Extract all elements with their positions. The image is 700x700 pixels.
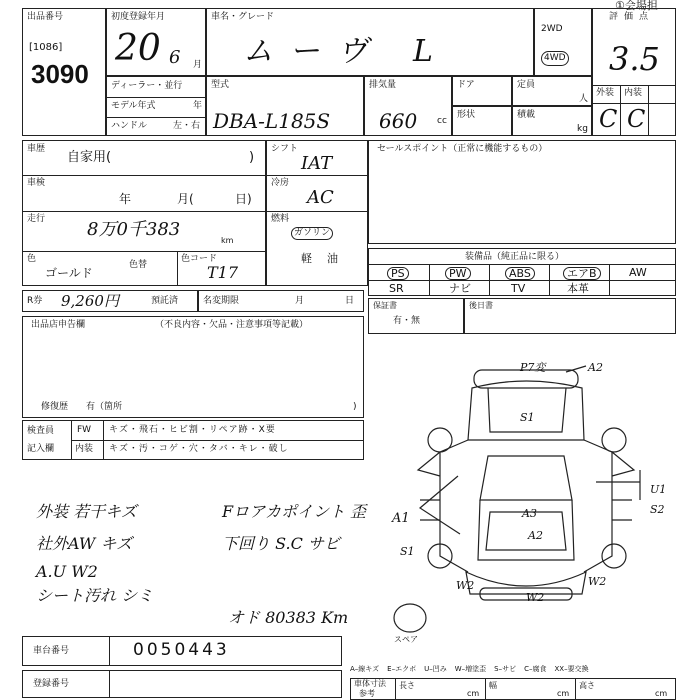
fuel-oil: 油 [327,252,338,265]
first-reg-month-unit: 月 [193,60,203,70]
dealer-label: ディーラー・並行 [111,81,183,91]
color-change: 色替 [129,260,148,270]
model-year-unit: 年 [193,101,203,111]
score-value: 3.5 [609,40,660,78]
recycle-value: 9,260円 [61,292,119,310]
model-code-label: 型式 [211,80,230,90]
seller-notes-label: 出品店申告欄 [31,320,86,330]
dims-width-unit: cm [557,689,570,698]
damage-legend [350,666,589,673]
seller-notes-sub: （不良内容・欠品・注意事項等記載） [155,320,309,330]
name-change-day: 日 [345,296,355,306]
inspection-month: 月( [177,192,194,206]
equip-aw: AW [629,266,647,279]
interior-items: キズ・汚・コゲ・穴・タバ・キレ・破し [109,444,289,454]
handle-options: 左・右 [173,121,201,131]
legend-u: U–凹み [424,665,447,673]
equip-sr: SR [389,282,404,295]
dims-label-1: 車体寸法 [354,679,386,688]
mileage-unit: km [221,236,234,245]
venue-code: [1086] [29,42,63,53]
int-label: 内装 [624,88,643,98]
note-under: 下回り S.C サビ [222,534,340,553]
mileage-label: 走行 [27,214,46,224]
note-au: A.U W2 [36,562,98,581]
sales-point-label: セールスポイント（正常に機能するもの） [377,144,548,154]
first-reg-year: 20 [115,28,161,69]
shift-label: シフト [271,144,299,154]
recycle-label: R券 [27,296,43,306]
note-seat: シート汚れ シミ [36,586,154,605]
fw-label: FW [77,425,92,435]
aircon-label: 冷房 [271,178,290,188]
note-aw: 社外AW キズ [36,534,133,553]
diag-s1-side: S1 [400,545,415,558]
color-value: ゴールド [45,266,93,280]
legend-a: A–線キズ [350,665,380,673]
car-name-label: 車名・グレード [211,12,275,22]
displacement-value: 660 [379,109,418,133]
inspection-year: 年 [119,192,132,206]
drive-4wd: 4WD [541,51,569,66]
inspection-day: 日) [235,192,252,206]
displacement-unit: cc [437,116,447,126]
recycle-deposit: 預託済 [151,296,179,306]
load-label: 積載 [517,110,536,120]
equip-navi: ナビ [449,282,471,295]
venue-inspector-fragment: ①会場担 [615,0,658,12]
diag-u1: U1 [650,483,667,496]
shift-value: IAT [301,153,333,174]
fw-items: キズ・飛石・ヒビ割・リペア跡・X要 [109,425,276,435]
diag-s1-roof: S1 [520,411,535,424]
equip-ps: PS [387,267,409,280]
ext-grade: C [599,105,618,133]
dims-width: 幅 [489,681,497,690]
fuel-label: 燃料 [271,214,290,224]
dims-height: 高さ [579,681,595,690]
color-code-value: T17 [207,263,239,282]
drive-2wd: 2WD [541,24,563,34]
legend-s: S–サビ [494,665,517,673]
diag-spare: スペア [394,635,418,644]
inspection-label: 車検 [27,178,46,188]
inspector-label-2: 記入欄 [27,444,55,454]
shape-label: 形状 [457,110,476,120]
name-change-label: 名変期限 [203,296,240,306]
history-close: ) [249,150,255,165]
chassis-number: 0050443 [133,640,230,660]
history-label: 車歴 [27,144,46,154]
equip-pw: PW [445,267,471,280]
equip-leather: 本革 [567,282,589,295]
equip-tv: TV [511,282,526,295]
interior-label: 内装 [75,444,94,454]
door-label: ドア [457,80,475,90]
dims-length-unit: cm [467,689,480,698]
warranty-value: 有・無 [393,316,421,326]
equip-airbag: エアB [563,267,601,280]
name-change-month: 月 [295,296,305,306]
model-code-value: DBA-L185S [213,109,331,133]
note-floor: Fロアカポイント 歪 [222,502,367,521]
reg-label: 登録番号 [33,679,70,689]
warranty-label: 保証書 [373,301,397,310]
equipment-label: 装備品（純正品に限る） [465,252,565,262]
color-label: 色 [27,254,37,264]
mileage-value: 8万0千383 [87,219,181,240]
diag-a2-top: A2 [588,361,603,374]
color-code-label: 色コード [181,254,218,264]
legend-e: E–エクボ [387,665,417,673]
chassis-box [22,636,342,666]
score-label: 評価点 [609,12,655,22]
legend-c: C–腐食 [524,665,547,673]
diag-w2-rear-right: W2 [588,575,607,588]
inspector-label-1: 検査員 [27,426,55,436]
dims-length: 長さ [399,681,415,690]
load-unit: kg [577,124,588,134]
history-value: 自家用( [67,150,112,165]
int-grade: C [627,105,646,133]
diag-top-label: P7変 [520,361,546,374]
legend-xx: XX–要交換 [554,665,589,673]
capacity-label: 定員 [517,80,536,90]
repair-history: 修復歴 有（箇所 [41,402,123,412]
displacement-label: 排気量 [369,80,397,90]
diag-w2-rear: W2 [526,591,545,604]
first-reg-month: 6 [169,47,181,68]
diag-a3: A3 [522,507,537,520]
first-reg-label: 初度登録年月 [111,12,166,22]
papers-label: 後日書 [469,301,493,310]
aircon-value: AC [307,187,334,208]
dims-box [350,678,676,700]
fuel-kei: 軽 [301,252,312,265]
diag-a2: A2 [528,529,543,542]
diag-a1: A1 [392,511,410,526]
diag-s2: S2 [650,503,665,516]
repair-history-close: ) [353,402,357,412]
chassis-label: 車台番号 [33,646,70,656]
car-name-value: ムーヴ L [243,34,451,69]
dims-label-2: 参考 [359,689,375,698]
capacity-unit: 人 [579,94,589,104]
note-exterior: 外装 若干キズ [36,502,137,521]
lot-number: 3090 [31,59,89,89]
note-odo: オド 80383 Km [228,608,349,627]
reg-box [22,670,342,698]
dims-height-unit: cm [655,689,668,698]
fuel-gasoline: ガソリン [291,227,333,240]
legend-w: W–増塗歪 [454,665,487,673]
model-year-label: モデル年式 [111,101,156,111]
ext-label: 外装 [596,88,615,98]
diag-w2-rear-left: W2 [456,579,475,592]
equip-abs: ABS [505,267,535,280]
lot-label: 出品番号 [27,12,64,22]
handle-label: ハンドル [111,121,148,131]
